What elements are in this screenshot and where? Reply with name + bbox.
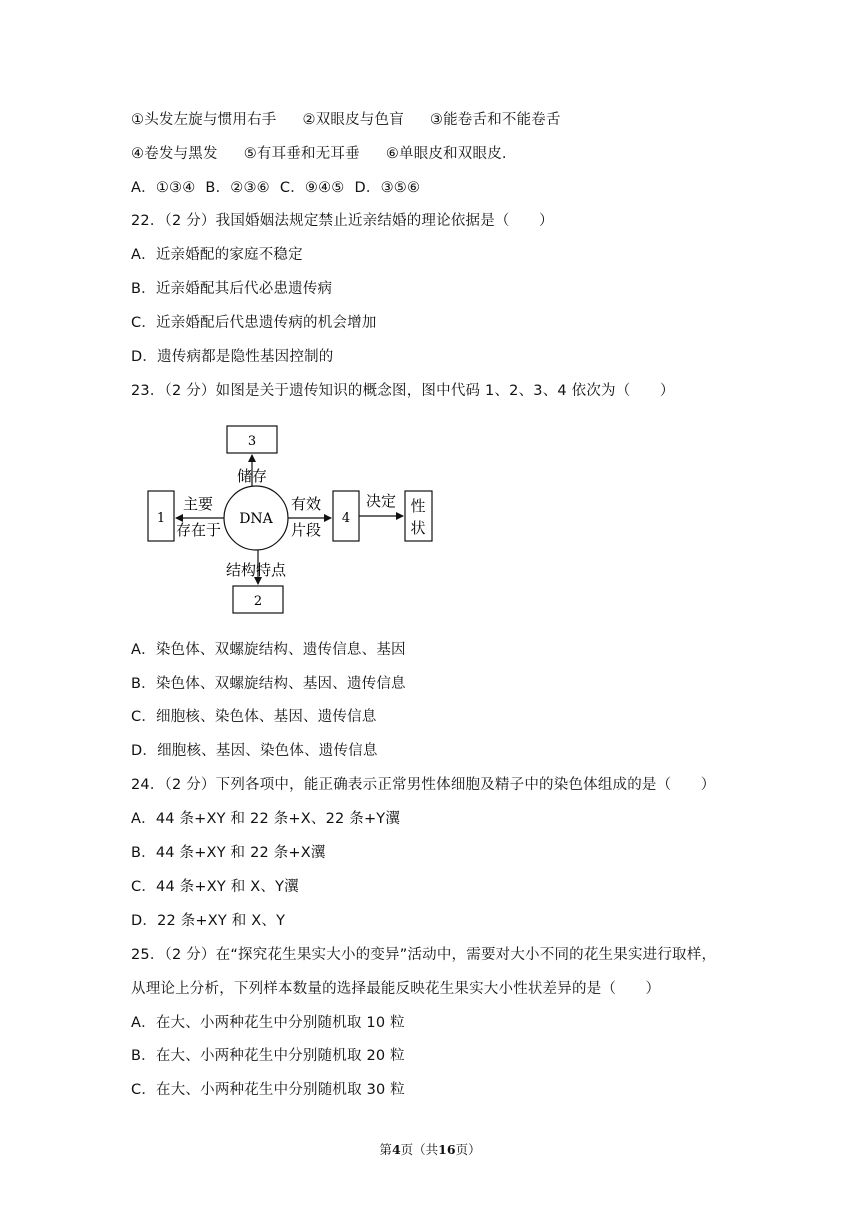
traits-char-1: 性 xyxy=(410,497,426,515)
footer-total-pages: 16 xyxy=(438,1142,456,1157)
footer-page-number: 4 xyxy=(391,1142,401,1157)
footer-suffix: 页） xyxy=(455,1142,481,1157)
q21-option-6: ⑥单眼皮和双眼皮. xyxy=(385,146,507,162)
q22-option-a: A．近亲婚配的家庭不稳定 xyxy=(131,247,303,263)
q25-option-a: A．在大、小两种花生中分别随机取 10 粒 xyxy=(131,1015,405,1031)
label-exists-in: 存在于 xyxy=(176,521,222,539)
q25-option-c: C．在大、小两种花生中分别随机取 30 粒 xyxy=(131,1082,405,1098)
q21-option-2: ②双眼皮与色盲 xyxy=(302,112,404,128)
label-structure: 结构特点 xyxy=(226,561,287,579)
q22-option-c: C．近亲婚配后代患遗传病的机会增加 xyxy=(131,315,377,331)
q23-option-d: D．细胞核、基因、染色体、遗传信息 xyxy=(131,743,378,759)
label-mainly: 主要 xyxy=(183,495,214,513)
q21-choice-b: B．②③⑥ xyxy=(205,180,270,196)
q21-choice-c: C．⑨④⑤ xyxy=(279,180,345,196)
box-1-label: 1 xyxy=(156,511,166,526)
q23-option-b: B．染色体、双螺旋结构、基因、遗传信息 xyxy=(131,676,406,692)
concept-map-diagram xyxy=(140,420,440,620)
q24-option-b: B．44 条+XY 和 22 条+X瀷 xyxy=(131,845,326,861)
q24-stem: 24．（2 分）下列各项中，能正确表示正常男性体细胞及精子中的染色体组成的是（ ） xyxy=(131,777,716,793)
q21-choice-d: D．③⑤⑥ xyxy=(354,180,421,196)
q22-option-b: B．近亲婚配其后代必患遗传病 xyxy=(131,281,333,297)
q22-option-d: D．遗传病都是隐性基因控制的 xyxy=(131,349,334,365)
footer-middle: 页（共 xyxy=(400,1142,439,1157)
q25-stem-line-1: 25．（2 分）在“探究花生果实大小的变异”活动中，需要对大小不同的花生果实进行取样， xyxy=(131,947,717,963)
box-3-label: 3 xyxy=(247,434,257,449)
dna-label: DNA xyxy=(239,511,273,527)
q21-option-3: ③能卷舌和不能卷舌 xyxy=(429,112,561,128)
q21-option-4: ④卷发与黑发 xyxy=(131,146,218,162)
q25-option-b: B．在大、小两种花生中分别随机取 20 粒 xyxy=(131,1048,405,1064)
q21-choice-a: A．①③④ xyxy=(131,180,196,196)
footer-prefix: 第 xyxy=(379,1142,392,1157)
page-footer xyxy=(0,1140,860,1158)
box-2-label: 2 xyxy=(253,594,263,609)
q21-options-row-2 xyxy=(131,144,507,164)
q24-option-a: A．44 条+XY 和 22 条+X、22 条+Y瀷 xyxy=(131,811,401,827)
q24-option-d: D．22 条+XY 和 X、Y xyxy=(131,913,286,929)
q21-options-row-1 xyxy=(131,110,561,130)
box-4-label: 4 xyxy=(341,511,351,526)
q23-option-a: A．染色体、双螺旋结构、遗传信息、基因 xyxy=(131,642,406,658)
q23-option-c: C．细胞核、染色体、基因、遗传信息 xyxy=(131,709,377,725)
traits-char-2: 状 xyxy=(410,519,426,537)
label-segment: 片段 xyxy=(291,521,322,539)
q23-stem: 23．（2 分）如图是关于遗传知识的概念图，图中代码 1、2、3、4 依次为（ ） xyxy=(131,383,675,399)
q24-option-c: C．44 条+XY 和 X、Y瀷 xyxy=(131,879,299,895)
label-decides: 决定 xyxy=(366,492,397,510)
label-effective: 有效 xyxy=(291,495,322,513)
q25-stem-line-2: 从理论上分析，下列样本数量的选择最能反映花生果实大小性状差异的是（ ） xyxy=(131,981,661,997)
q21-option-5: ⑤有耳垂和无耳垂 xyxy=(243,146,360,162)
q21-option-1: ①头发左旋与惯用右手 xyxy=(131,112,277,128)
q21-choices xyxy=(131,178,420,198)
label-store: 储存 xyxy=(237,467,268,485)
q22-stem: 22．（2 分）我国婚姻法规定禁止近亲结婚的理论依据是（ ） xyxy=(131,213,554,229)
